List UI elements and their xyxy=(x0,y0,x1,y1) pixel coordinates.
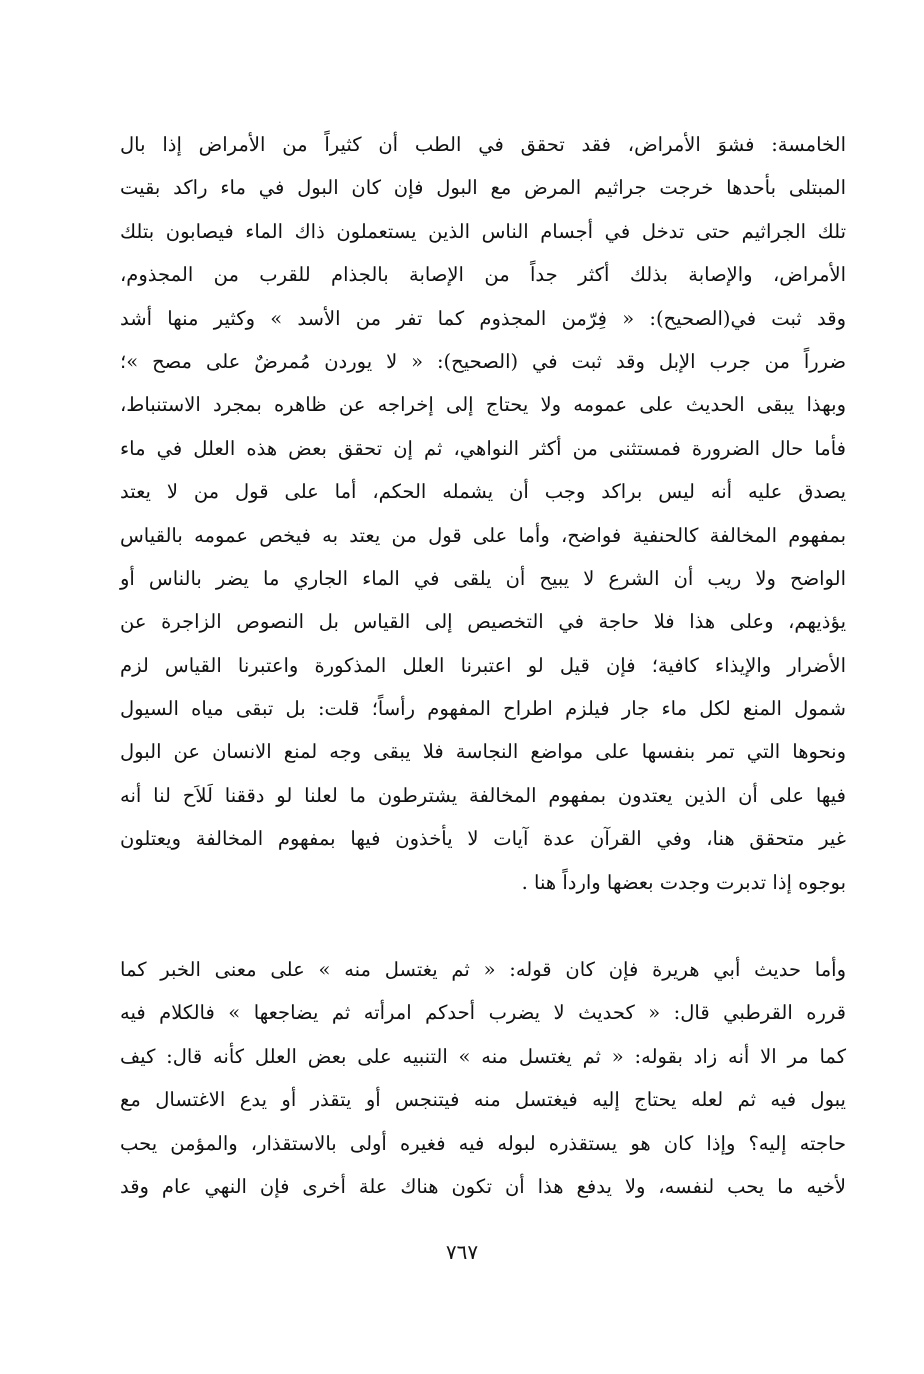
paragraph-1 xyxy=(120,123,846,904)
text-line: حاجته إليه؟ وإذا كان هو يستقذره لبوله فيه فغيره أولى بالاستقذار، والمؤمن يحب xyxy=(120,1131,846,1155)
text-line: وبهذا يبقى الحديث على عمومه ولا يحتاج إلى إخراجه عن ظاهره بمجرد الاستنباط، xyxy=(120,393,846,417)
text-line: ونحوها التي تمر بنفسها على مواضع النجاسة فلا يبقى وجه لمنع الانسان عن البول xyxy=(120,740,846,764)
text-line: بوجوه إذا تدبرت وجدت بعضها وارداً هنا . xyxy=(521,870,846,894)
text-line: فأما حال الضرورة فمستثنى من أكثر النواهي، ثم إن تحقق بعض هذه العلل في ماء xyxy=(120,436,846,460)
text-line: يؤذيهم، وعلى هذا فلا حاجة في التخصيص إلى القياس بل النصوص الزاجرة عن xyxy=(120,610,846,634)
text-line: الخامسة: فشوَ الأمراض، فقد تحقق في الطب أن كثيراً من الأمراض إذا بال xyxy=(120,133,846,156)
text-line: شمول المنع لكل ماء جار فيلزم اطراح المفهوم رأساً؛ قلت: بل تبقى مياه السيول xyxy=(120,697,846,721)
page-number: ٧٦٧ xyxy=(445,1240,479,1264)
text-line: يبول فيه ثم لعله يحتاج إليه فيغتسل منه فيتنجس أو يتقذر أو يدع الاغتسال مع xyxy=(120,1088,846,1112)
text-line: ضرراً من جرب الإبل وقد ثبت في (الصحيح): « لا يوردن مُمرضٌ على مصح »؛ xyxy=(120,349,846,373)
text-line: فيها على أن الذين يعتدون بمفهوم المخالفة يشترطون ما لعلنا لو دققنا لَلاَح لنا أنه xyxy=(120,783,846,807)
text-line: تلك الجراثيم حتى تدخل في أجسام الناس الذين يستعملون ذاك الماء فيصابون بتلك xyxy=(120,219,846,243)
text-line: المبتلى بأحدها خرجت جراثيم المرض مع البول فإن كان البول في ماء راكد بقيت xyxy=(120,176,846,200)
text-line: بمفهوم المخالفة كالحنفية فواضح، وأما على قول من يعتد به فيخص عمومه بالقياس xyxy=(120,523,846,547)
text-line: وأما حديث أبي هريرة فإن كان قوله: « ثم يغتسل منه » على معنى الخبر كما xyxy=(120,958,846,981)
text-line: الواضح ولا ريب أن الشرع لا يبيح أن يلقى في الماء الجاري ما يضر بالناس أو xyxy=(120,566,846,590)
text-line: لأخيه ما يحب لنفسه، ولا يدفع هذا أن تكون هناك علة أخرى فإن النهي عام وقد xyxy=(120,1174,846,1198)
text-line: قرره القرطبي قال: « كحديث لا يضرب أحدكم امرأته ثم يضاجعها » فالكلام فيه xyxy=(120,1001,846,1025)
text-line: الأضرار والإيذاء كافية؛ فإن قيل لو اعتبرنا العلل المذكورة واعتبرنا القياس لزم xyxy=(120,653,846,677)
text-line: غير متحقق هنا، وفي القرآن عدة آيات لا يأخذون فيها بمفهوم المخالفة ويعتلون xyxy=(120,827,846,851)
paragraph-2 xyxy=(120,948,846,1208)
text-line: الأمراض، والإصابة بذلك أكثر جداً من الإصابة بالجذام للقرب من المجذوم، xyxy=(120,263,846,287)
text-line: وقد ثبت في(الصحيح): « فِرّمن المجذوم كما تفر من الأسد » وكثير منها أشد xyxy=(120,306,846,330)
text-line: يصدق عليه أنه ليس براكد وجب أن يشمله الحكم، أما على قول من لا يعتد xyxy=(120,480,846,504)
text-line: كما مر الا أنه زاد بقوله: « ثم يغتسل منه » التنبيه على بعض العلل كأنه قال: كيف xyxy=(120,1044,846,1068)
